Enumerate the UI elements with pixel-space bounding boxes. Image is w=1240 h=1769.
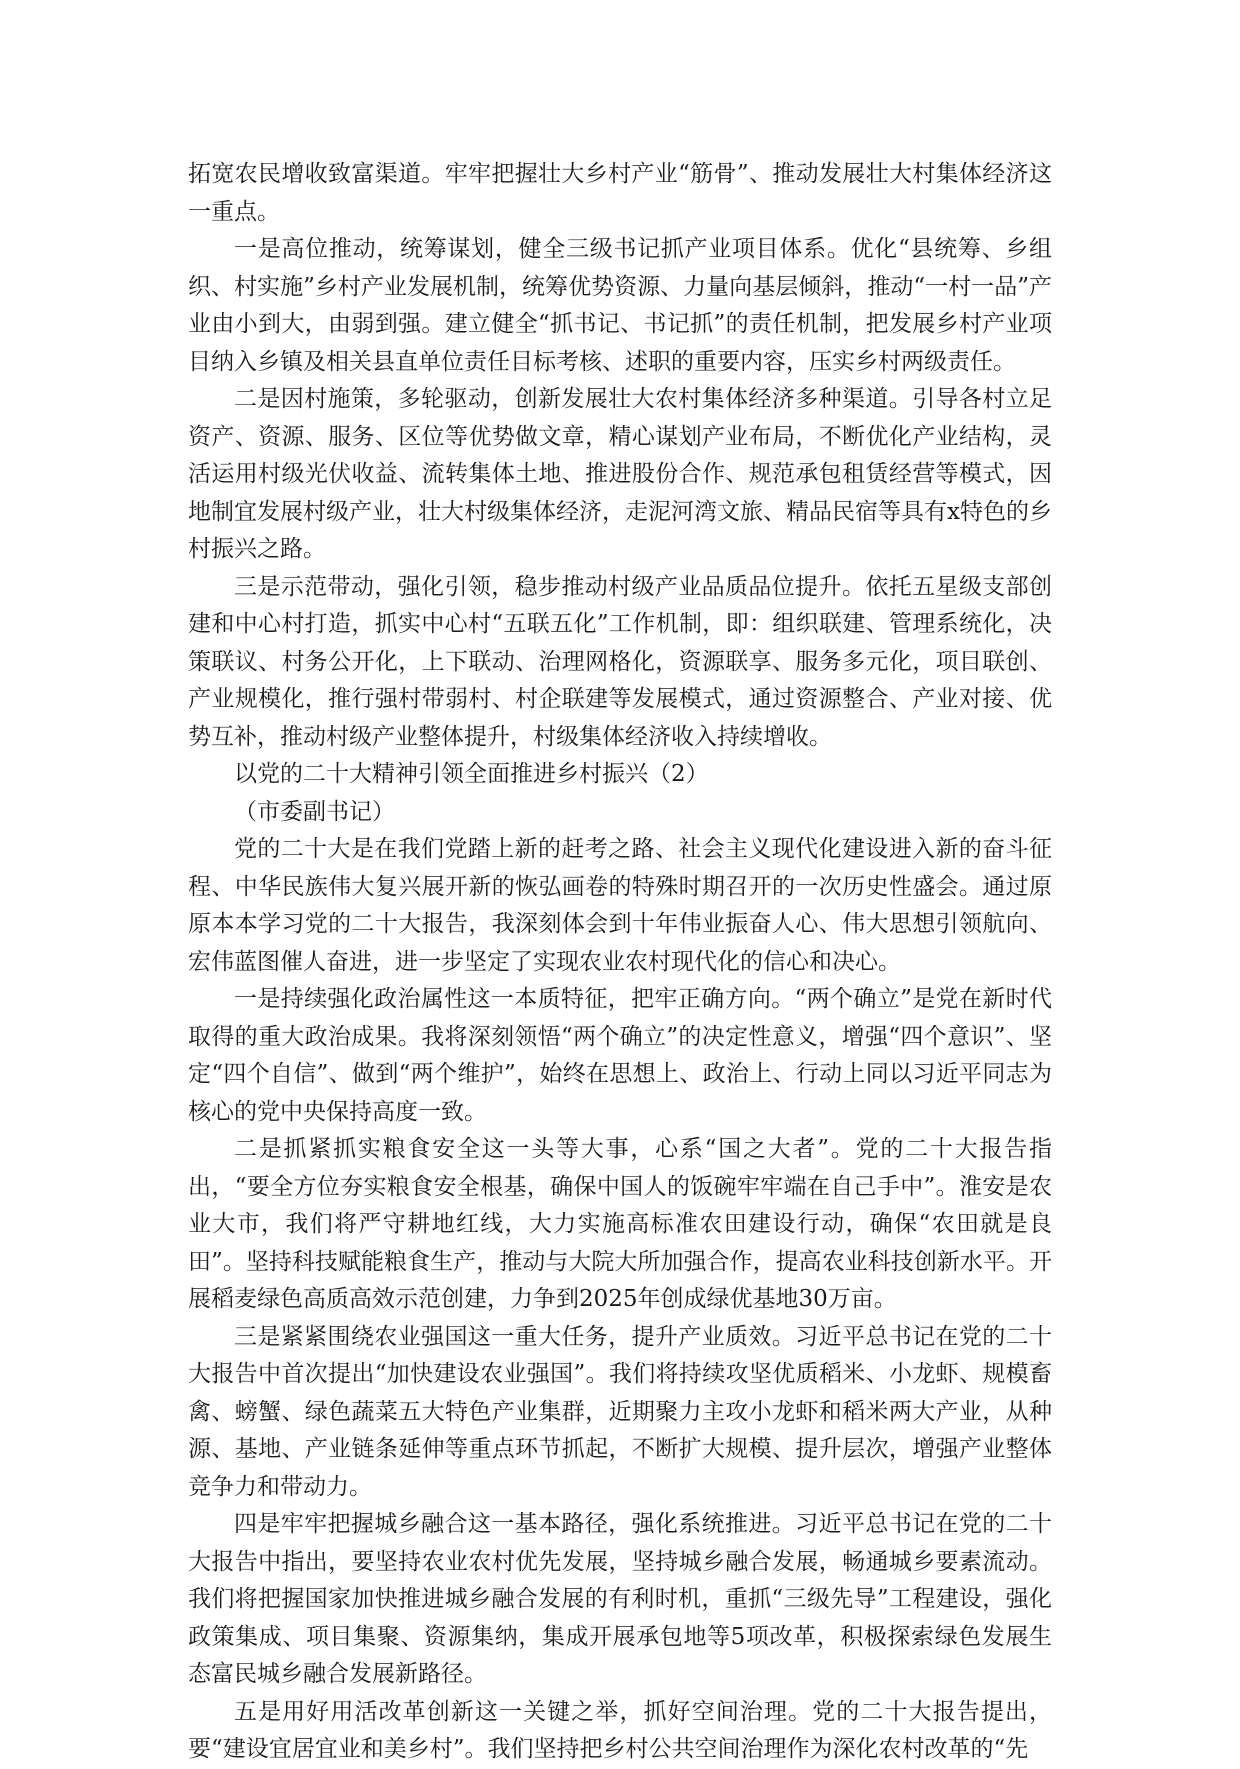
paragraph: 拓宽农民增收致富渠道。牢牢把握壮大乡村产业“筋骨”、推动发展壮大村集体经济这一重点。 <box>188 161 1052 225</box>
paragraph: 一是高位推动，统筹谋划，健全三级书记抓产业项目体系。优化“县统筹、乡组织、村实施”乡村产业发展机制，统筹优势资源、力量向基层倾斜，推动“一村一品”产业由小到大，由弱到强。建立健全“抓书记、书记抓”的责任机制，把发展乡村产业项目纳入乡镇及相关县直单位责任目标考核、述职的重要内容，压实乡村两级责任。 <box>188 236 1052 375</box>
paragraph: 三是紧紧围绕农业强国这一重大任务，提升产业质效。习近平总书记在党的二十大报告中首次提出“加快建设农业强国”。我们将持续攻坚优质稻米、小龙虾、规模畜禽、螃蟹、绿色蔬菜五大特色产业集群，近期聚力主攻小龙虾和稻米两大产业，从种源、基地、产业链条延伸等重点环节抓起，不断扩大规模、提升层次，增强产业整体竞争力和带动力。 <box>188 1323 1052 1500</box>
section-title: 以党的二十大精神引领全面推进乡村振兴（2） <box>234 761 709 787</box>
author-line: （市委副书记） <box>234 798 395 825</box>
document-page <box>188 156 1052 1762</box>
paragraph: 一是持续强化政治属性这一本质特征，把牢正确方向。“两个确立”是党在新时代取得的重大政治成果。我将深刻领悟“两个确立”的决定性意义，增强“四个意识”、坚定“四个自信”、做到“两个维护”，始终在思想上、政治上、行动上同以习近平同志为核心的党中央保持高度一致。 <box>188 986 1052 1125</box>
paragraph: 三是示范带动，强化引领，稳步推动村级产业品质品位提升。依托五星级支部创建和中心村打造，抓实中心村“五联五化”工作机制，即：组织联建、管理系统化，决策联议、村务公开化，上下联动、治理网格化，资源联享、服务多元化，项目联创、产业规模化，推行强村带弱村、村企联建等发展模式，通过资源整合、产业对接、优势互补，推动村级产业整体提升，村级集体经济收入持续增收。 <box>188 573 1052 750</box>
paragraph: 党的二十大是在我们党踏上新的赶考之路、社会主义现代化建设进入新的奋斗征程、中华民族伟大复兴展开新的恢弘画卷的特殊时期召开的一次历史性盛会。通过原原本本学习党的二十大报告，我深刻体会到十年伟业振奋人心、伟大思想引领航向、宏伟蓝图催人奋进，进一步坚定了实现农业农村现代化的信心和决心。 <box>188 836 1052 975</box>
paragraph: 二是因村施策，多轮驱动，创新发展壮大农村集体经济多种渠道。引导各村立足资产、资源、服务、区位等优势做文章，精心谋划产业布局，不断优化产业结构，灵活运用村级光伏收益、流转集体土地、推进股份合作、规范承包租赁经营等模式，因地制宜发展村级产业，壮大村级集体经济，走泥河湾文旅、精品民宿等具有x特色的乡村振兴之路。 <box>188 386 1052 562</box>
paragraph: 二是抓紧抓实粮食安全这一头等大事，心系“国之大者”。党的二十大报告指出，“要全方位夯实粮食安全根基，确保中国人的饭碗牢牢端在自己手中”。淮安是农业大市，我们将严守耕地红线，大力实施高标准农田建设行动，确保“农田就是良田”。坚持科技赋能粮食生产，推动与大院大所加强合作，提高农业科技创新水平。开展稻麦绿色高质高效示范创建，力争到2025年创成绿优基地30万亩。 <box>188 1136 1052 1312</box>
paragraph: 五是用好用活改革创新这一关键之举，抓好空间治理。党的二十大报告提出，要“建设宜居宜业和美乡村”。我们坚持把乡村公共空间治理作为深化农村改革的“先 <box>188 1698 1052 1762</box>
paragraph: 四是牢牢把握城乡融合这一基本路径，强化系统推进。习近平总书记在党的二十大报告中指出，要坚持农业农村优先发展，坚持城乡融合发展，畅通城乡要素流动。我们将把握国家加快推进城乡融合发展的有利时机，重抓“三级先导”工程建设，强化政策集成、项目集聚、资源集纳，集成开展承包地等5项改革，积极探索绿色发展生态富民城乡融合发展新路径。 <box>188 1511 1052 1687</box>
